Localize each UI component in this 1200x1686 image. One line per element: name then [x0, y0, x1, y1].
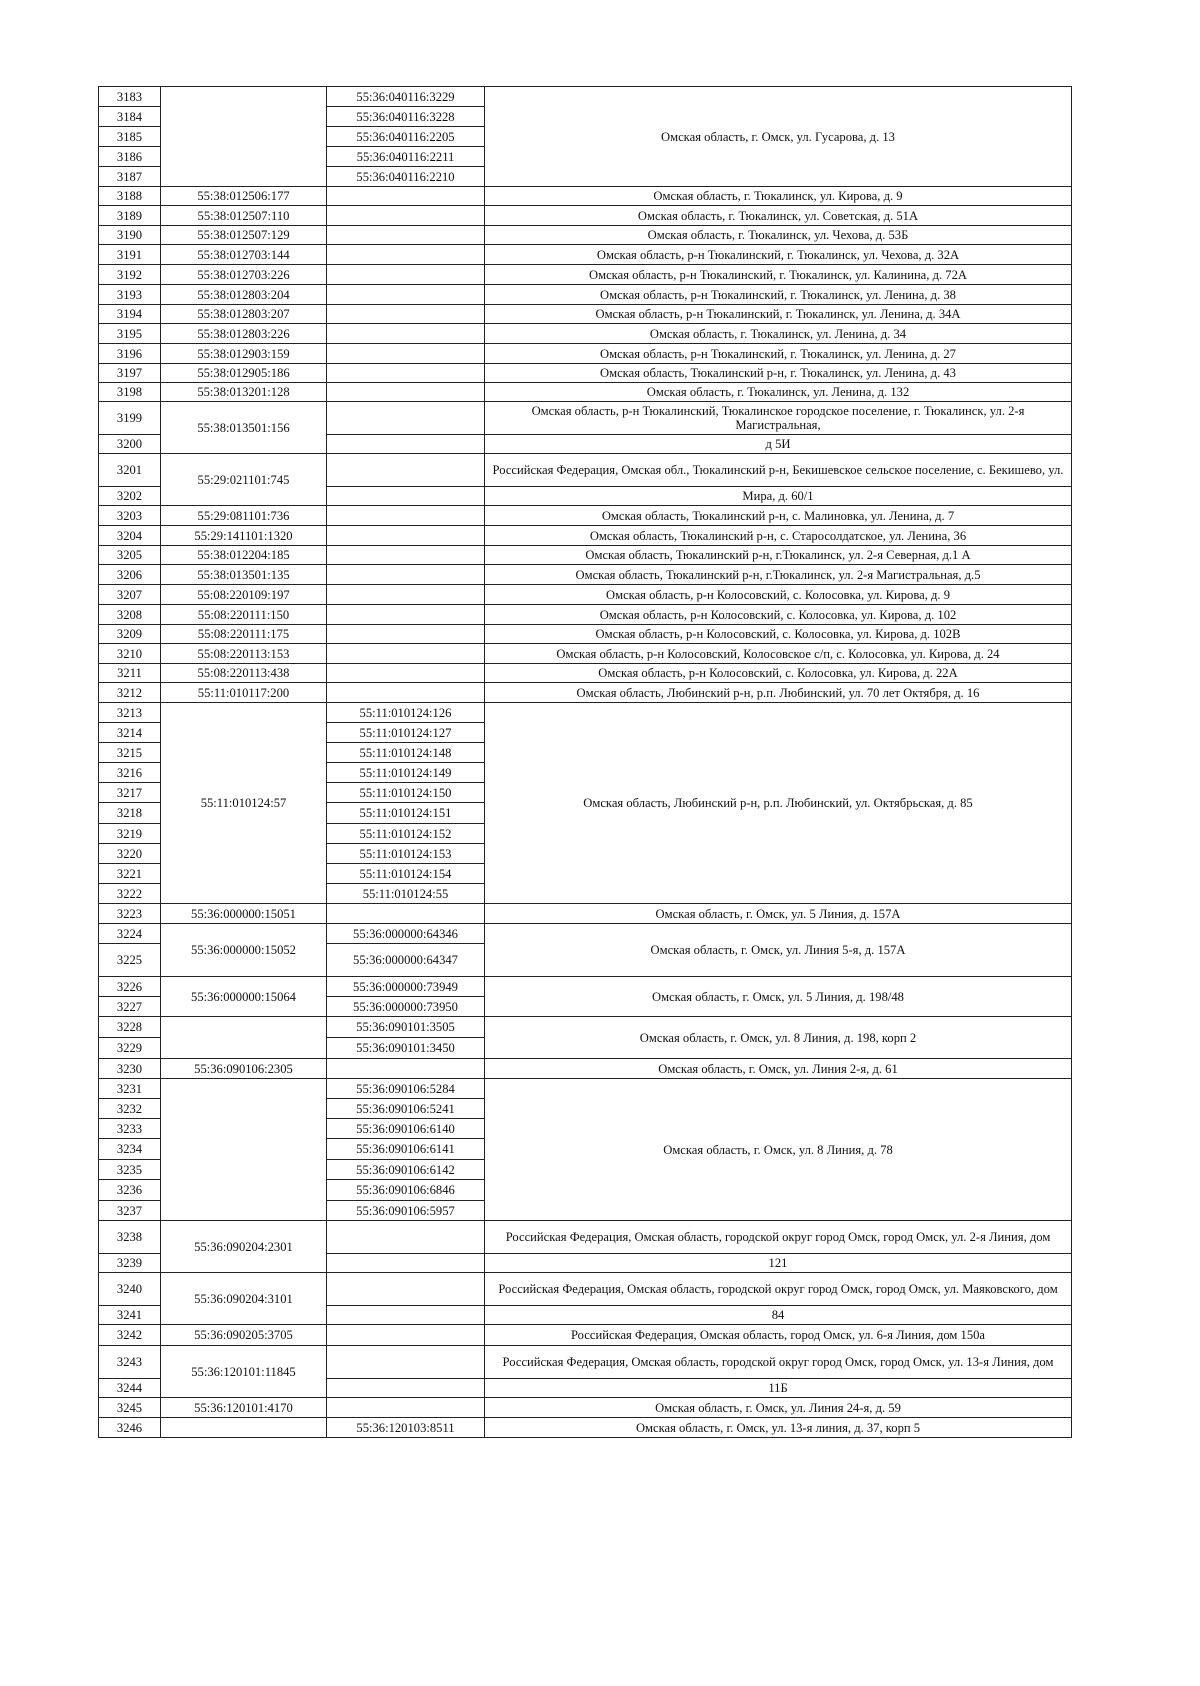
table-row — [99, 546, 1072, 565]
row-number-cell: 3184 — [99, 107, 161, 127]
cadastral-number-cell: 55:38:013201:128 — [161, 383, 327, 402]
table-row — [99, 344, 1072, 364]
table-row — [99, 87, 1072, 107]
cadastral-number-cell: 55:08:220113:153 — [161, 644, 327, 664]
sub-cadastral-number-cell: 55:11:010124:150 — [327, 783, 485, 803]
address-cell: Омская область, г. Омск, ул. 8 Линия, д. 198, корп 2 — [485, 1017, 1072, 1059]
address-cell: Омская область, Тюкалинский р-н, с. Старосолдатское, ул. Ленина, 36 — [485, 526, 1072, 546]
table-row — [99, 285, 1072, 305]
table-row — [99, 924, 1072, 944]
sub-cadastral-number-cell — [327, 383, 485, 402]
sub-cadastral-number-cell: 55:36:040116:2205 — [327, 127, 485, 147]
address-cell: Омская область, р-н Тюкалинский, г. Тюкалинск, ул. Ленина, д. 27 — [485, 344, 1072, 364]
table-row — [99, 324, 1072, 344]
address-cell: Омская область, р-н Колосовский, с. Колосовка, ул. Кирова, д. 102 — [485, 605, 1072, 625]
cadastral-number-cell: 55:38:013501:135 — [161, 565, 327, 585]
table-row — [99, 402, 1072, 435]
sub-cadastral-number-cell — [327, 1346, 485, 1379]
row-number-cell: 3185 — [99, 127, 161, 147]
sub-cadastral-number-cell: 55:36:090106:5957 — [327, 1201, 485, 1221]
row-number-cell: 3186 — [99, 147, 161, 167]
row-number-cell: 3240 — [99, 1273, 161, 1306]
sub-cadastral-number-cell — [327, 605, 485, 625]
cadastral-number-cell: 55:38:013501:156 — [161, 402, 327, 454]
sub-cadastral-number-cell: 55:36:000000:64347 — [327, 944, 485, 977]
row-number-cell: 3228 — [99, 1017, 161, 1038]
sub-cadastral-number-cell: 55:11:010124:126 — [327, 703, 485, 723]
row-number-cell: 3229 — [99, 1038, 161, 1059]
row-number-cell: 3214 — [99, 723, 161, 743]
row-number-cell: 3211 — [99, 664, 161, 683]
row-number-cell: 3231 — [99, 1079, 161, 1099]
row-number-cell: 3209 — [99, 625, 161, 644]
row-number-cell: 3192 — [99, 265, 161, 285]
sub-cadastral-number-cell: 55:11:010124:152 — [327, 824, 485, 844]
table-row — [99, 526, 1072, 546]
sub-cadastral-number-cell: 55:36:090106:6142 — [327, 1160, 485, 1180]
sub-cadastral-number-cell — [327, 1059, 485, 1079]
address-cell: Омская область, р-н Колосовский, с. Колосовка, ул. Кирова, д. 102В — [485, 625, 1072, 644]
row-number-cell: 3216 — [99, 763, 161, 783]
row-number-cell: 3233 — [99, 1119, 161, 1139]
table-row — [99, 904, 1072, 924]
cadastral-number-cell: 55:36:090106:2305 — [161, 1059, 327, 1079]
sub-cadastral-number-cell: 55:36:040116:3228 — [327, 107, 485, 127]
sub-cadastral-number-cell — [327, 565, 485, 585]
cadastral-number-cell: 55:36:120101:11845 — [161, 1346, 327, 1398]
row-number-cell: 3198 — [99, 383, 161, 402]
sub-cadastral-number-cell — [327, 487, 485, 506]
address-cell: Омская область, Любинский р-н, р.п. Любинский, ул. Октябрьская, д. 85 — [485, 703, 1072, 904]
row-number-cell: 3242 — [99, 1325, 161, 1346]
cadastral-number-cell: 55:38:012507:129 — [161, 226, 327, 245]
cadastral-number-cell: 55:38:012506:177 — [161, 187, 327, 206]
sub-cadastral-number-cell — [327, 226, 485, 245]
address-cell: Омская область, г. Тюкалинск, ул. Чехова, д. 53Б — [485, 226, 1072, 245]
row-number-cell: 3197 — [99, 364, 161, 383]
cadastral-number-cell: 55:08:220113:438 — [161, 664, 327, 683]
cadastral-number-cell: 55:11:010124:57 — [161, 703, 327, 904]
table-row — [99, 1325, 1072, 1346]
sub-cadastral-number-cell — [327, 1398, 485, 1418]
sub-cadastral-number-cell: 55:36:090106:5241 — [327, 1099, 485, 1119]
address-cell: Омская область, г. Омск, ул. 13-я линия, д. 37, корп 5 — [485, 1418, 1072, 1438]
sub-cadastral-number-cell — [327, 1221, 485, 1254]
address-cell: Омская область, р-н Тюкалинский, г. Тюкалинск, ул. Ленина, д. 34А — [485, 305, 1072, 324]
table-row — [99, 664, 1072, 683]
sub-cadastral-number-cell: 55:11:010124:153 — [327, 844, 485, 864]
row-number-cell: 3194 — [99, 305, 161, 324]
address-cell: Омская область, г. Тюкалинск, ул. Ленина, д. 34 — [485, 324, 1072, 344]
row-number-cell: 3237 — [99, 1201, 161, 1221]
row-number-cell: 3183 — [99, 87, 161, 107]
address-cell: Омская область, г. Омск, ул. 5 Линия, д. 157А — [485, 904, 1072, 924]
sub-cadastral-number-cell: 55:36:090106:6140 — [327, 1119, 485, 1139]
row-number-cell: 3218 — [99, 803, 161, 824]
row-number-cell: 3241 — [99, 1306, 161, 1325]
cadastral-number-cell: 55:29:141101:1320 — [161, 526, 327, 546]
row-number-cell: 3225 — [99, 944, 161, 977]
sub-cadastral-number-cell — [327, 546, 485, 565]
row-number-cell: 3190 — [99, 226, 161, 245]
row-number-cell: 3227 — [99, 997, 161, 1017]
address-cell: Омская область, р-н Тюкалинский, г. Тюкалинск, ул. Ленина, д. 38 — [485, 285, 1072, 305]
row-number-cell: 3223 — [99, 904, 161, 924]
cadastral-number-cell: 55:08:220111:150 — [161, 605, 327, 625]
row-number-cell: 3234 — [99, 1139, 161, 1160]
address-cell: Омская область, г. Омск, ул. Линия 2-я, д. 61 — [485, 1059, 1072, 1079]
sub-cadastral-number-cell — [327, 265, 485, 285]
sub-cadastral-number-cell — [327, 324, 485, 344]
sub-cadastral-number-cell — [327, 454, 485, 487]
address-cell: Омская область, Тюкалинский р-н, г. Тюкалинск, ул. Ленина, д. 43 — [485, 364, 1072, 383]
row-number-cell: 3202 — [99, 487, 161, 506]
table-row — [99, 226, 1072, 245]
sub-cadastral-number-cell — [327, 305, 485, 324]
cadastral-number-cell — [161, 1418, 327, 1438]
address-cell: Омская область, г. Омск, ул. 5 Линия, д. 198/48 — [485, 977, 1072, 1017]
row-number-cell: 3203 — [99, 506, 161, 526]
sub-cadastral-number-cell — [327, 1306, 485, 1325]
address-cell: Омская область, г. Тюкалинск, ул. Советская, д. 51А — [485, 206, 1072, 226]
row-number-cell: 3189 — [99, 206, 161, 226]
sub-cadastral-number-cell — [327, 435, 485, 454]
address-cell: Омская область, Тюкалинский р-н, г.Тюкалинск, ул. 2-я Северная, д.1 А — [485, 546, 1072, 565]
cadastral-number-cell — [161, 1017, 327, 1059]
table-row — [99, 1221, 1072, 1254]
row-number-cell: 3205 — [99, 546, 161, 565]
row-number-cell: 3219 — [99, 824, 161, 844]
cadastral-number-cell: 55:38:012803:207 — [161, 305, 327, 324]
row-number-cell: 3195 — [99, 324, 161, 344]
table-body — [99, 87, 1072, 1438]
address-cell: Омская область, г. Омск, ул. Гусарова, д. 13 — [485, 87, 1072, 187]
sub-cadastral-number-cell: 55:11:010124:149 — [327, 763, 485, 783]
sub-cadastral-number-cell — [327, 206, 485, 226]
row-number-cell: 3191 — [99, 245, 161, 265]
address-cell: Омская область, р-н Колосовский, с. Колосовка, ул. Кирова, д. 9 — [485, 585, 1072, 605]
sub-cadastral-number-cell: 55:36:090106:6141 — [327, 1139, 485, 1160]
sub-cadastral-number-cell: 55:11:010124:151 — [327, 803, 485, 824]
table-row — [99, 625, 1072, 644]
address-cell: 121 — [485, 1254, 1072, 1273]
table-row — [99, 644, 1072, 664]
row-number-cell: 3224 — [99, 924, 161, 944]
cadastral-number-cell: 55:38:012204:185 — [161, 546, 327, 565]
address-cell: Мира, д. 60/1 — [485, 487, 1072, 506]
sub-cadastral-number-cell — [327, 285, 485, 305]
row-number-cell: 3213 — [99, 703, 161, 723]
row-number-cell: 3243 — [99, 1346, 161, 1379]
sub-cadastral-number-cell: 55:36:120103:8511 — [327, 1418, 485, 1438]
cadastral-number-cell: 55:11:010117:200 — [161, 683, 327, 703]
table-row — [99, 305, 1072, 324]
sub-cadastral-number-cell: 55:36:040116:3229 — [327, 87, 485, 107]
sub-cadastral-number-cell — [327, 364, 485, 383]
cadastral-number-cell: 55:36:120101:4170 — [161, 1398, 327, 1418]
row-number-cell: 3201 — [99, 454, 161, 487]
sub-cadastral-number-cell: 55:36:040116:2210 — [327, 167, 485, 187]
cadastral-number-cell: 55:38:012905:186 — [161, 364, 327, 383]
sub-cadastral-number-cell: 55:36:090106:5284 — [327, 1079, 485, 1099]
sub-cadastral-number-cell — [327, 1379, 485, 1398]
sub-cadastral-number-cell: 55:11:010124:154 — [327, 864, 485, 884]
row-number-cell: 3222 — [99, 884, 161, 904]
address-cell: д 5И — [485, 435, 1072, 454]
sub-cadastral-number-cell — [327, 402, 485, 435]
address-cell: Российская Федерация, Омская обл., Тюкалинский р-н, Бекишевское сельское поселение, с. Бекишево, ул. — [485, 454, 1072, 487]
row-number-cell: 3221 — [99, 864, 161, 884]
sub-cadastral-number-cell — [327, 245, 485, 265]
sub-cadastral-number-cell — [327, 585, 485, 605]
row-number-cell: 3199 — [99, 402, 161, 435]
cadastral-number-cell: 55:36:000000:15064 — [161, 977, 327, 1017]
sub-cadastral-number-cell — [327, 344, 485, 364]
cadastral-number-cell: 55:38:012803:226 — [161, 324, 327, 344]
row-number-cell: 3220 — [99, 844, 161, 864]
address-cell: Омская область, Тюкалинский р-н, г.Тюкалинск, ул. 2-я Магистральная, д.5 — [485, 565, 1072, 585]
property-register-table — [98, 86, 1072, 1438]
address-cell: Омская область, г. Тюкалинск, ул. Кирова, д. 9 — [485, 187, 1072, 206]
address-cell: Омская область, г. Омск, ул. Линия 24-я, д. 59 — [485, 1398, 1072, 1418]
row-number-cell: 3206 — [99, 565, 161, 585]
row-number-cell: 3239 — [99, 1254, 161, 1273]
table-row — [99, 1079, 1072, 1099]
table-row — [99, 187, 1072, 206]
cadastral-number-cell: 55:36:090204:2301 — [161, 1221, 327, 1273]
sub-cadastral-number-cell: 55:36:090106:6846 — [327, 1180, 485, 1201]
cadastral-number-cell — [161, 1079, 327, 1221]
sub-cadastral-number-cell — [327, 664, 485, 683]
cadastral-number-cell: 55:29:081101:736 — [161, 506, 327, 526]
cadastral-number-cell: 55:29:021101:745 — [161, 454, 327, 506]
address-cell: 11Б — [485, 1379, 1072, 1398]
row-number-cell: 3238 — [99, 1221, 161, 1254]
cadastral-number-cell: 55:36:090205:3705 — [161, 1325, 327, 1346]
sub-cadastral-number-cell: 55:36:090101:3450 — [327, 1038, 485, 1059]
table-row — [99, 1059, 1072, 1079]
sub-cadastral-number-cell — [327, 625, 485, 644]
row-number-cell: 3226 — [99, 977, 161, 997]
row-number-cell: 3210 — [99, 644, 161, 664]
row-number-cell: 3244 — [99, 1379, 161, 1398]
table-row — [99, 565, 1072, 585]
table-row — [99, 1017, 1072, 1038]
address-cell: Омская область, г. Омск, ул. Линия 5-я, д. 157А — [485, 924, 1072, 977]
table-row — [99, 245, 1072, 265]
address-cell: Российская Федерация, Омская область, городской округ город Омск, город Омск, ул. Маяковского, дом — [485, 1273, 1072, 1306]
table-row — [99, 585, 1072, 605]
row-number-cell: 3188 — [99, 187, 161, 206]
sub-cadastral-number-cell — [327, 526, 485, 546]
row-number-cell: 3207 — [99, 585, 161, 605]
sub-cadastral-number-cell — [327, 1254, 485, 1273]
table-row — [99, 683, 1072, 703]
address-cell: Омская область, р-н Тюкалинский, г. Тюкалинск, ул. Калинина, д. 72А — [485, 265, 1072, 285]
sub-cadastral-number-cell: 55:11:010124:148 — [327, 743, 485, 763]
row-number-cell: 3236 — [99, 1180, 161, 1201]
table-row — [99, 506, 1072, 526]
sub-cadastral-number-cell — [327, 904, 485, 924]
sub-cadastral-number-cell — [327, 683, 485, 703]
cadastral-number-cell: 55:38:012507:110 — [161, 206, 327, 226]
cadastral-number-cell: 55:36:000000:15051 — [161, 904, 327, 924]
table-row — [99, 383, 1072, 402]
row-number-cell: 3246 — [99, 1418, 161, 1438]
table-row — [99, 265, 1072, 285]
cadastral-number-cell: 55:36:090204:3101 — [161, 1273, 327, 1325]
cadastral-number-cell: 55:38:012803:204 — [161, 285, 327, 305]
table-row — [99, 364, 1072, 383]
sub-cadastral-number-cell: 55:36:000000:64346 — [327, 924, 485, 944]
table-row — [99, 1398, 1072, 1418]
cadastral-number-cell: 55:38:012703:226 — [161, 265, 327, 285]
cadastral-number-cell: 55:38:012903:159 — [161, 344, 327, 364]
cadastral-number-cell: 55:08:220109:197 — [161, 585, 327, 605]
row-number-cell: 3215 — [99, 743, 161, 763]
row-number-cell: 3235 — [99, 1160, 161, 1180]
address-cell: Российская Федерация, Омская область, городской округ город Омск, город Омск, ул. 13-я Линия, дом — [485, 1346, 1072, 1379]
address-cell: Российская Федерация, Омская область, городской округ город Омск, город Омск, ул. 2-я Линия, дом — [485, 1221, 1072, 1254]
address-cell: Омская область, р-н Колосовский, с. Колосовка, ул. Кирова, д. 22А — [485, 664, 1072, 683]
sub-cadastral-number-cell — [327, 644, 485, 664]
address-cell: Омская область, Тюкалинский р-н, с. Малиновка, ул. Ленина, д. 7 — [485, 506, 1072, 526]
row-number-cell: 3245 — [99, 1398, 161, 1418]
sub-cadastral-number-cell — [327, 187, 485, 206]
cadastral-number-cell — [161, 87, 327, 187]
sub-cadastral-number-cell — [327, 506, 485, 526]
sub-cadastral-number-cell: 55:36:000000:73950 — [327, 997, 485, 1017]
row-number-cell: 3204 — [99, 526, 161, 546]
sub-cadastral-number-cell: 55:36:040116:2211 — [327, 147, 485, 167]
cadastral-number-cell: 55:08:220111:175 — [161, 625, 327, 644]
address-cell: Омская область, р-н Тюкалинский, г. Тюкалинск, ул. Чехова, д. 32А — [485, 245, 1072, 265]
table-row — [99, 1346, 1072, 1379]
table-row — [99, 605, 1072, 625]
address-cell: Омская область, Любинский р-н, р.п. Любинский, ул. 70 лет Октября, д. 16 — [485, 683, 1072, 703]
table-row — [99, 977, 1072, 997]
sub-cadastral-number-cell: 55:11:010124:127 — [327, 723, 485, 743]
row-number-cell: 3193 — [99, 285, 161, 305]
sub-cadastral-number-cell: 55:11:010124:55 — [327, 884, 485, 904]
cadastral-number-cell: 55:38:012703:144 — [161, 245, 327, 265]
address-cell: Российская Федерация, Омская область, город Омск, ул. 6-я Линия, дом 150а — [485, 1325, 1072, 1346]
sub-cadastral-number-cell: 55:36:000000:73949 — [327, 977, 485, 997]
row-number-cell: 3232 — [99, 1099, 161, 1119]
address-cell: Омская область, р-н Тюкалинский, Тюкалинское городское поселение, г. Тюкалинск, ул. 2-я Магистральная, — [485, 402, 1072, 435]
sub-cadastral-number-cell — [327, 1273, 485, 1306]
address-cell: Омская область, р-н Колосовский, Колосовское с/п, с. Колосовка, ул. Кирова, д. 24 — [485, 644, 1072, 664]
row-number-cell: 3212 — [99, 683, 161, 703]
address-cell: 84 — [485, 1306, 1072, 1325]
sub-cadastral-number-cell — [327, 1325, 485, 1346]
address-cell: Омская область, г. Тюкалинск, ул. Ленина, д. 132 — [485, 383, 1072, 402]
table-row — [99, 206, 1072, 226]
sub-cadastral-number-cell: 55:36:090101:3505 — [327, 1017, 485, 1038]
row-number-cell: 3187 — [99, 167, 161, 187]
table-row — [99, 454, 1072, 487]
row-number-cell: 3200 — [99, 435, 161, 454]
address-cell: Омская область, г. Омск, ул. 8 Линия, д. 78 — [485, 1079, 1072, 1221]
table-row — [99, 1418, 1072, 1438]
table-row — [99, 703, 1072, 723]
row-number-cell: 3208 — [99, 605, 161, 625]
row-number-cell: 3230 — [99, 1059, 161, 1079]
cadastral-number-cell: 55:36:000000:15052 — [161, 924, 327, 977]
table-row — [99, 1273, 1072, 1306]
row-number-cell: 3196 — [99, 344, 161, 364]
row-number-cell: 3217 — [99, 783, 161, 803]
